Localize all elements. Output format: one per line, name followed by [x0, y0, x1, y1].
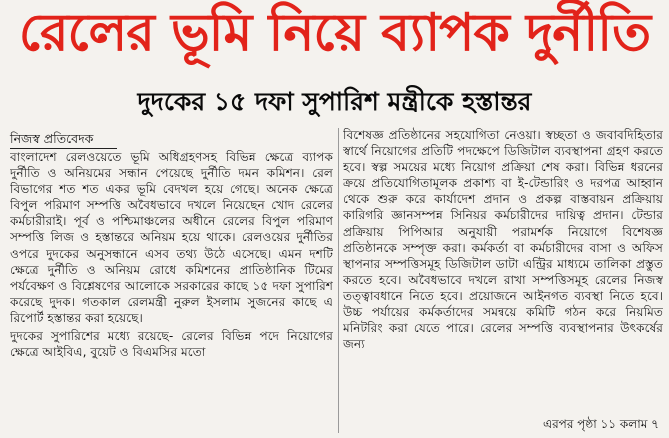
paragraph: বিশেষজ্ঞ প্রতিষ্ঠানের সহযোগিতা নেওয়া। স্বচ্ছতা ও জবাবদিহিতার স্বার্থে নিয়োগের প্রতিটি পদক্ষেপে ডিজিটাল ব্যবস্থাপনা গ্রহণ করতে হবে। স্বল্প সময়ের মধ্যে নিয়োগ প্রক্রিয়া শেষ করা। বিভিন্ন ধরনের ক্রয়ে প্রতিযোগিতামূলক প্রকাশ্য বা ই-টেন্ডারিং ও দরপত্র আহ্বান থেকে শুরু করে কার্যাদেশ প্রদান ও প্রকল্প বাস্তবায়ন প্রক্রিয়ায় কারিগরি জ্ঞানসম্পন্ন সিনিয়র কর্মচারীদের দায়িত্ব প্রদান। টেন্ডার প্রক্রিয়ায় পিপিআর অনুযায়ী পরামর্শক নিয়োগে বিশেষজ্ঞ প্রতিষ্ঠানকে সম্পৃক্ত করা। কর্মকর্তা বা কর্মচারীদের বাসা ও অফিস স্থাপনার সম্পত্তিসমূহ ডিজিটাল ডাটা এন্ট্রির মাধ্যমে তালিকা প্রস্তুত করতে হবে। অবৈধভাবে দখলে রাখা সম্পত্তিসমূহ রেলের নিজস্ব তত্ত্বাবধানে নিতে হবে। প্রয়োজনে আইনগত ব্যবস্থা নিতে হবে। উচ্চ পর্যায়ের কর্মকর্তাদের সমন্বয়ে কমিটি গঠন করে নিয়মিত মনিটরিং করা যেতে পারে। রেলের সম্পত্তি ব্যবস্থাপনার উৎকর্ষের জন্য [343, 128, 663, 352]
continuation-note: এরপর পৃষ্ঠা ১১ কলাম ৭ [542, 417, 659, 431]
column-divider [338, 128, 339, 433]
headline: রেলের ভূমি নিয়ে ব্যাপক দুর্নীতি [18, 3, 651, 63]
byline-container [10, 128, 335, 148]
article-column-left [10, 149, 333, 438]
subheadline: দুদকের ১৫ দফা সুপারিশ মন্ত্রীকে হস্তান্তর [137, 87, 532, 116]
byline: নিজস্ব প্রতিবেদক [10, 130, 117, 149]
article-column-right [343, 127, 663, 401]
paragraph: বাংলাদেশ রেলওয়েতে ভূমি অধিগ্রহণসহ বিভিন্ন ক্ষেত্রে ব্যাপক দুর্নীতি ও অনিয়মের সন্ধান পেয়েছে দুর্নীতি দমন কমিশন। রেল বিভাগের শত শত একর ভূমি বেদখল হয়ে গেছে। অনেক ক্ষেত্রে বিপুল পরিমাণ সম্পত্তি অবৈধভাবে দখলে নিয়েছেন খোদ রেলের কর্মচারীরাই। পূর্ব ও পশ্চিমাঞ্চলের অধীনে রেলের বিপুল পরিমাণ সম্পত্তি লিজ ও হস্তান্তরে অনিয়ম হয়ে থাকে। রেলওয়ের দুর্নীতির ওপরে দুদকের অনুসন্ধানে এসব তথ্য উঠে এসেছে। এমন দশটি ক্ষেত্রে দুর্নীতি ও অনিয়ম রোধে কমিশনের প্রাতিষ্ঠানিক টিমের পর্যবেক্ষণ ও বিশ্লেষণের আলোকে সরকারের কাছে ১৫ দফা সুপারিশ করেছে দুদক। গতকাল রেলমন্ত্রী নুরুল ইসলাম সুজনের কাছে এ রিপোর্ট হস্তান্তর করা হয়েছে। [10, 150, 333, 325]
paragraph: দুদকের সুপারিশের মধ্যে রয়েছে- রেলের বিভিন্ন পদে নিয়োগের ক্ষেত্রে আইবিএ, বুয়েট ও বিএমসির মতো [10, 329, 333, 360]
